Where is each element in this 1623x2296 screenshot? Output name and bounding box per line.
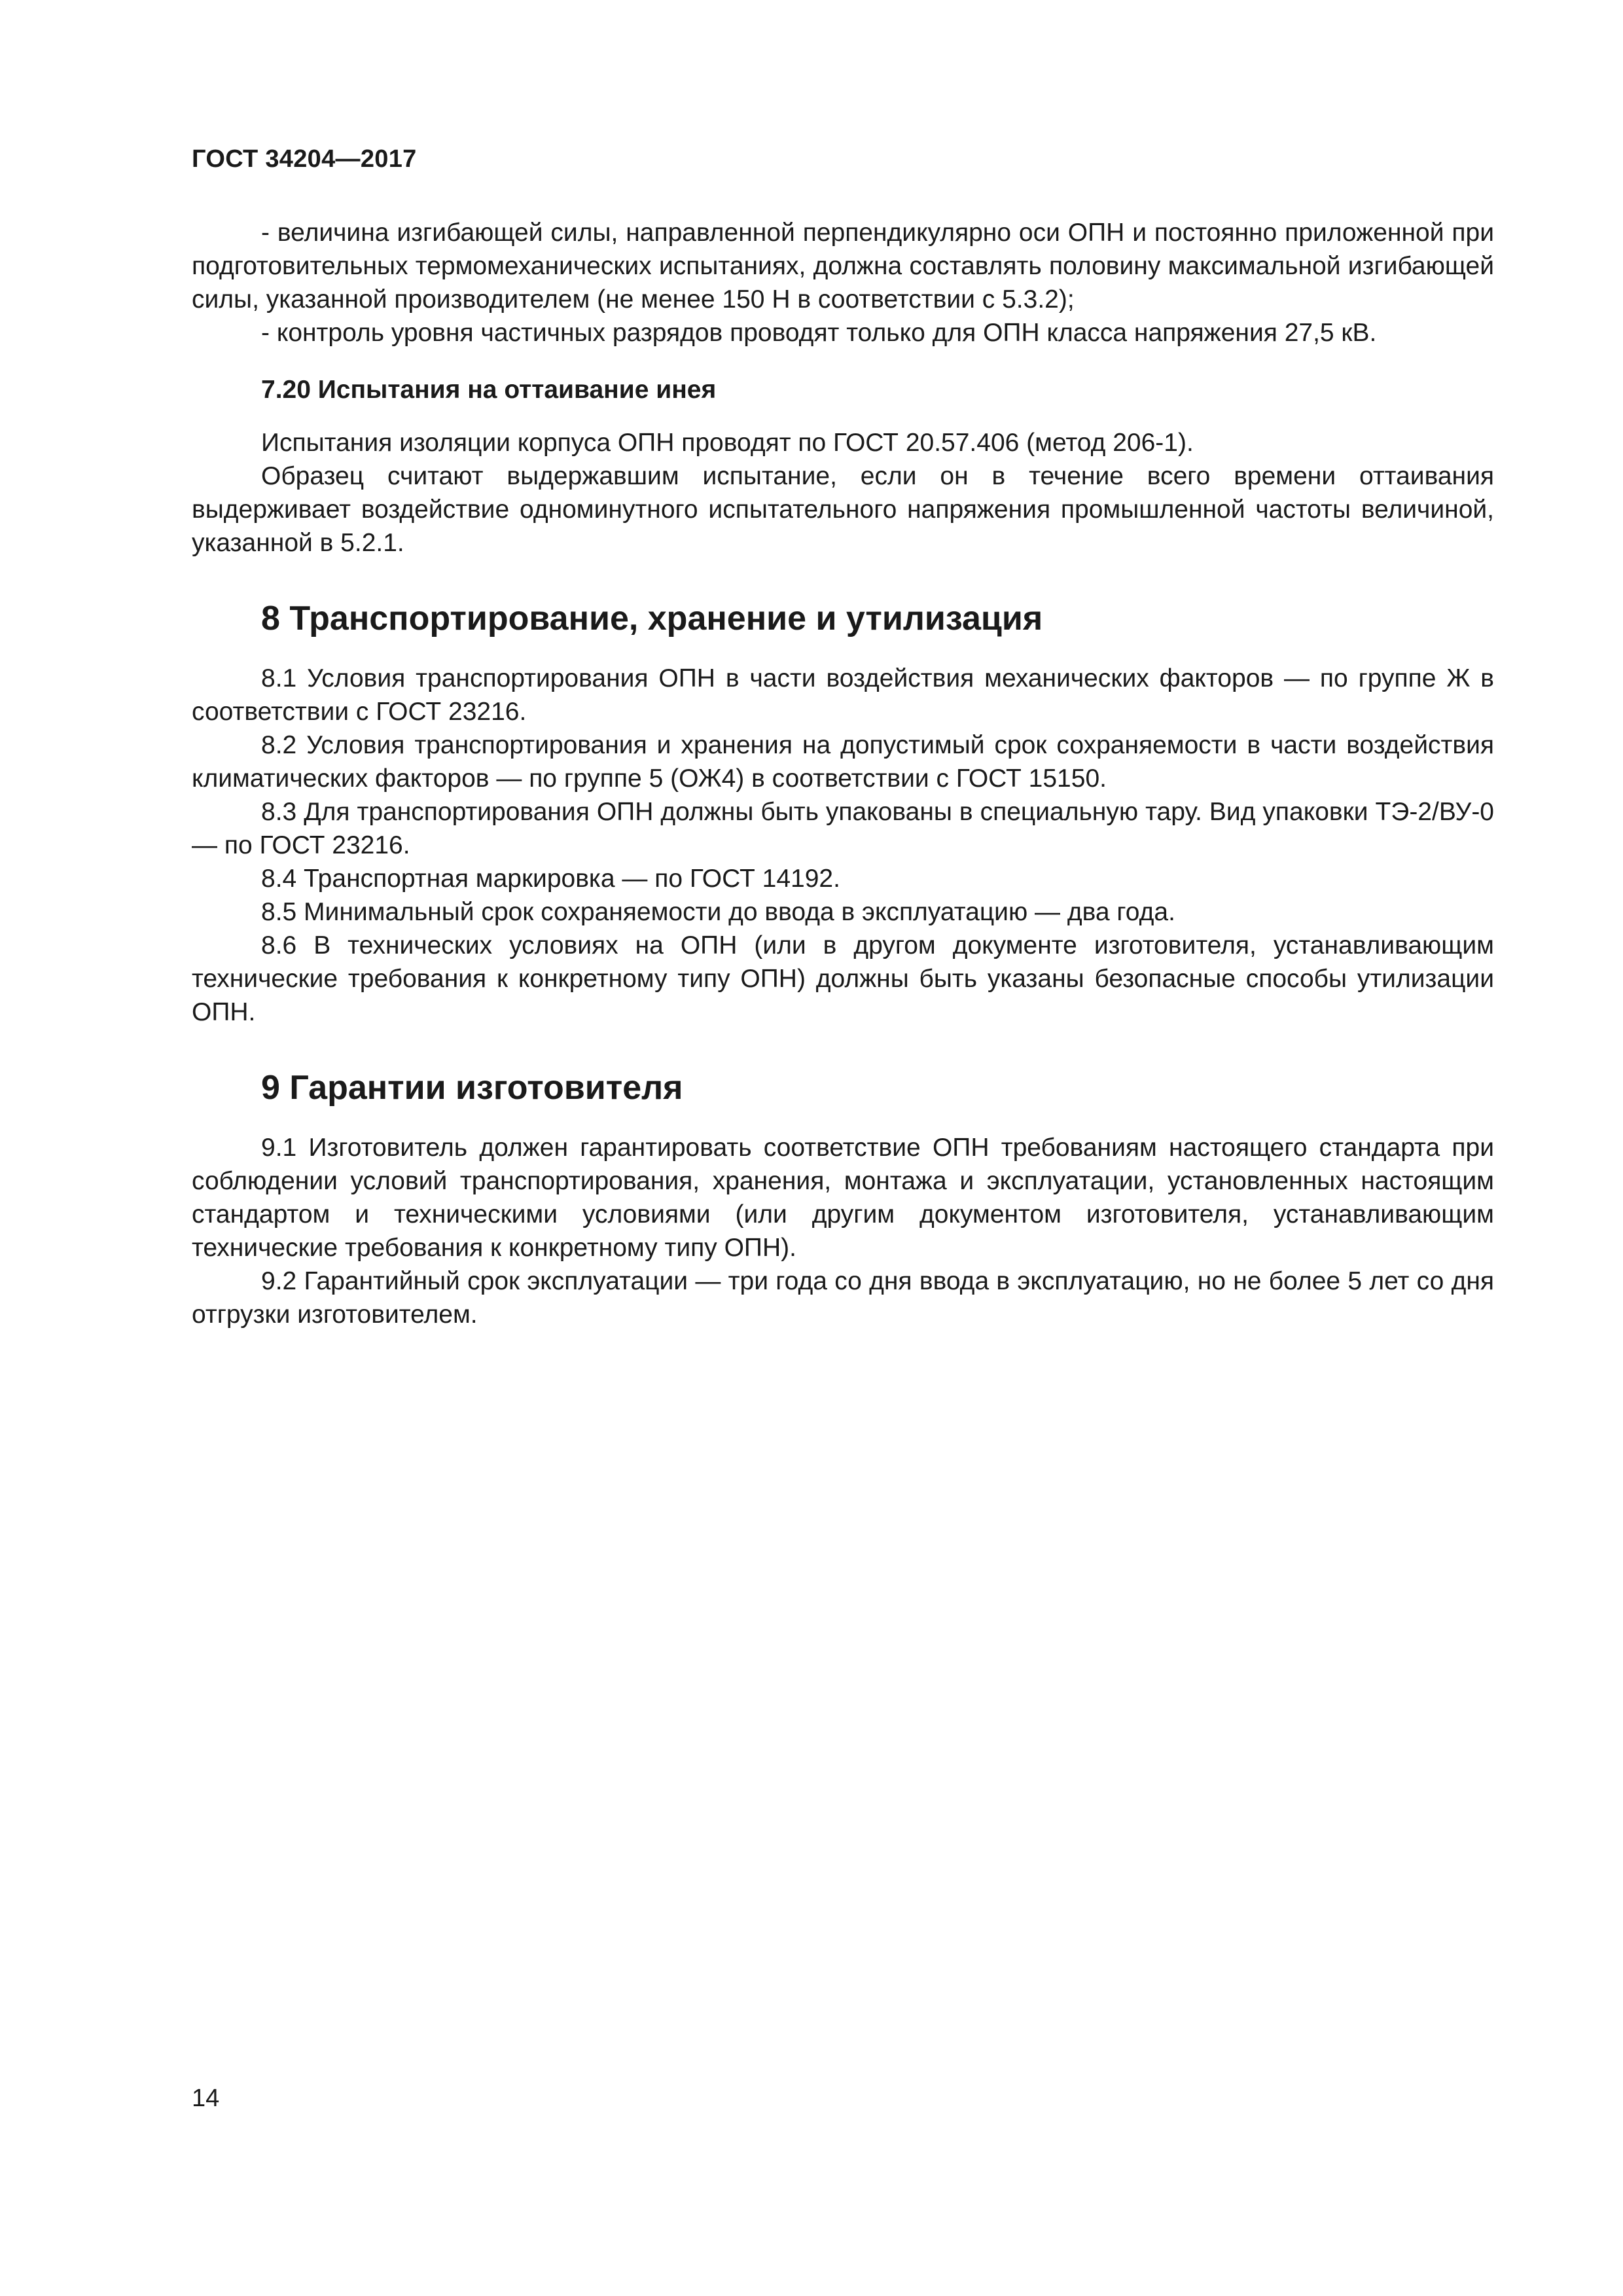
paragraph-7-20-1: Испытания изоляции корпуса ОПН проводят по ГОСТ 20.57.406 (метод 206-1). bbox=[261, 429, 1194, 457]
paragraph-7-20-2: Образец считают выдержавшим испытание, если он в течение всего времени оттаивания выдерживает воздействие одноминутного испытательного напряжения промышленной частоты величиной, указанной в 5.2.1. bbox=[192, 462, 1494, 557]
list-item-partial-discharge: - контроль уровня частичных разрядов проводят только для ОПН класса напряжения 27,5 кВ. bbox=[261, 319, 1377, 347]
paragraph-9-2: 9.2 Гарантийный срок эксплуатации — три года со дня ввода в эксплуатацию, но не более 5 лет со дня отгрузки изготовителем. bbox=[192, 1267, 1494, 1329]
paragraph-8-2: 8.2 Условия транспортирования и хранения на допустимый срок сохраняемости в части воздействия климатических факторов — по группе 5 (ОЖ4) в соответствии с ГОСТ 15150. bbox=[192, 731, 1494, 793]
paragraph-9-1: 9.1 Изготовитель должен гарантировать соответствие ОПН требованиям настоящего стандарта при соблюдении условий транспортирования, хранения, монтажа и эксплуатации, установленных настоящим стандартом и техническими условиями (или другим документом изготовителя, устанавливающим технические требования к конкретному типу ОПН). bbox=[192, 1134, 1494, 1262]
paragraph-8-6: 8.6 В технических условиях на ОПН (или в другом документе изготовителя, устанавливающим технические требования к конкретному типу ОПН) должны быть указаны безопасные способы утилизации ОПН. bbox=[192, 931, 1494, 1026]
paragraph-8-4: 8.4 Транспортная маркировка — по ГОСТ 14192. bbox=[261, 865, 840, 893]
document-header: ГОСТ 34204—2017 bbox=[192, 145, 417, 173]
section-heading-8: 8 Транспортирование, хранение и утилизация bbox=[261, 600, 1043, 637]
paragraph-8-3: 8.3 Для транспортирования ОПН должны быть упакованы в специальную тару. Вид упаковки ТЭ-2/ВУ-0 — по ГОСТ 23216. bbox=[192, 798, 1494, 859]
section-heading-9: 9 Гарантии изготовителя bbox=[261, 1069, 683, 1107]
document-body bbox=[192, 216, 1494, 1331]
paragraph-8-1: 8.1 Условия транспортирования ОПН в части воздействия механических факторов — по группе Ж в соответствии с ГОСТ 23216. bbox=[192, 664, 1494, 726]
paragraph-8-5: 8.5 Минимальный срок сохраняемости до ввода в эксплуатацию — два года. bbox=[261, 898, 1175, 926]
page-number: 14 bbox=[192, 2085, 220, 2112]
list-item-bending-force: - величина изгибающей силы, направленной перпендикулярно оси ОПН и постоянно приложенной при подготовительных термомеханических испытаниях, должна составлять половину максимальной изгибающей силы, указанной производителем (не менее 150 Н в соответствии с 5.3.2); bbox=[192, 219, 1494, 314]
subsection-heading-7-20: 7.20 Испытания на оттаивание инея bbox=[261, 376, 717, 404]
